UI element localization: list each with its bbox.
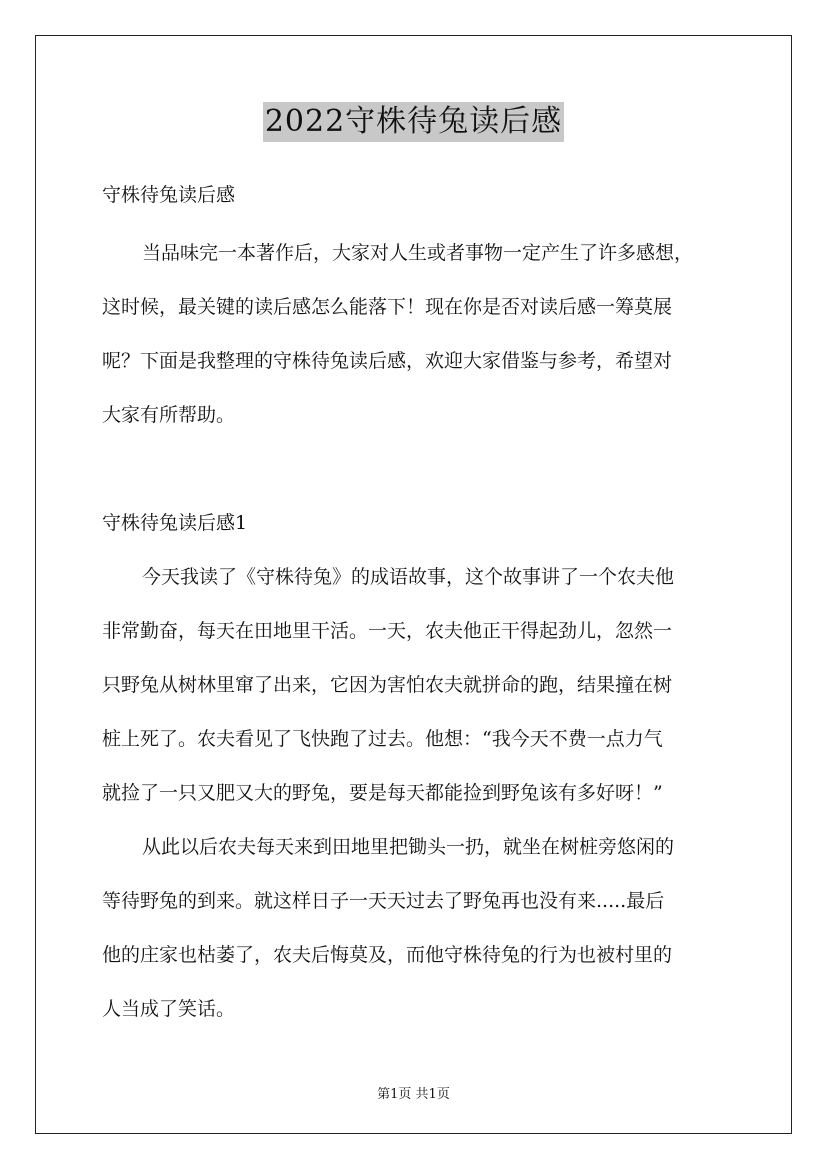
paragraph-line: 今天我读了《守株待兔》的成语故事，这个故事讲了一个农夫他 xyxy=(142,566,675,588)
intro-paragraph xyxy=(102,238,728,426)
story-paragraph-2 xyxy=(102,832,728,1022)
paragraph-line: 他的庄家也枯萎了，农夫后悔莫及，而他守株待兔的行为也被村里的 xyxy=(102,944,673,966)
story-paragraph-1 xyxy=(102,562,728,802)
section-heading-1: 守株待兔读后感1 xyxy=(102,512,248,534)
paragraph-line: 只野兔从树林里窜了出来，它因为害怕农夫就拼命的跑，结果撞在树 xyxy=(102,674,673,696)
paragraph-line: 就捡了一只又肥又大的野兔，要是每天都能捡到野兔该有多好呀！” xyxy=(102,782,663,804)
paragraph-line: 人当成了笑话。 xyxy=(102,998,236,1020)
paragraph-line: 从此以后农夫每天来到田地里把锄头一扔，就坐在树桩旁悠闲的 xyxy=(142,836,675,858)
paragraph-line: 当品味完一本著作后，大家对人生或者事物一定产生了许多感想， xyxy=(142,242,694,264)
paragraph-line: 大家有所帮助。 xyxy=(102,404,236,426)
document-title: 2022守株待兔读后感 xyxy=(263,102,564,142)
title-container xyxy=(0,102,827,142)
paragraph-line: 非常勤奋，每天在田地里干活。一天，农夫他正干得起劲儿，忽然一 xyxy=(102,620,673,642)
paragraph-line: 这时候，最关键的读后感怎么能落下！现在你是否对读后感一筹莫展 xyxy=(102,296,673,318)
section-heading: 守株待兔读后感 xyxy=(102,184,236,206)
paragraph-line: 呢？下面是我整理的守株待兔读后感，欢迎大家借鉴与参考，希望对 xyxy=(102,350,673,372)
paragraph-line: 等待野兔的到来。就这样日子一天天过去了野兔再也没有来.....最后 xyxy=(102,890,665,912)
paragraph-line: 桩上死了。农夫看见了飞快跑了过去。他想：“我今天不费一点力气 xyxy=(102,728,663,750)
page-footer: 第1页 共1页 xyxy=(377,1087,450,1102)
